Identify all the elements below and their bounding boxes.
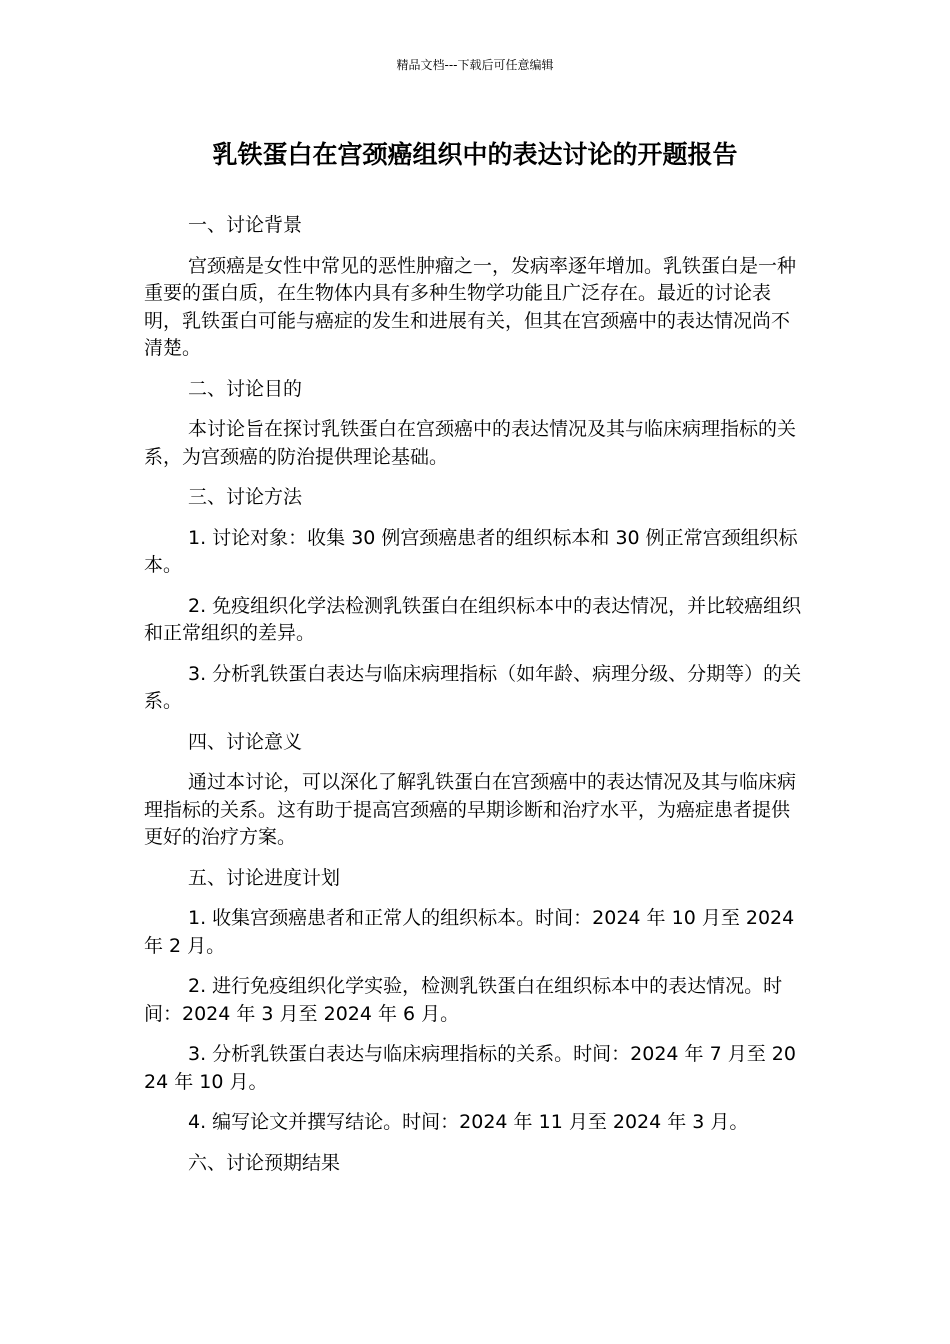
paragraph-method-2: 2. 免疫组织化学法检测乳铁蛋白在组织标本中的表达情况，并比较癌组织和正常组织的差异。 (144, 594, 802, 644)
paragraph-schedule-1: 1. 收集宫颈癌患者和正常人的组织标本。时间：2024 年 10 月至 2024 年 2 月。 (144, 907, 795, 957)
header-note: 精品文档---下载后可任意编辑 (396, 58, 554, 72)
paragraph-schedule-2: 2. 进行免疫组织化学实验，检测乳铁蛋白在组织标本中的表达情况。时间：2024 年 3 月至 2024 年 6 月。 (144, 975, 783, 1025)
paragraph-schedule-3: 3. 分析乳铁蛋白表达与临床病理指标的关系。时间：2024 年 7 月至 2024 年 10 月。 (144, 1043, 796, 1093)
section-heading-methods: 三、讨论方法 (188, 486, 303, 508)
section-heading-expected-results: 六、讨论预期结果 (188, 1151, 341, 1174)
document-title: 乳铁蛋白在宫颈癌组织中的表达讨论的开题报告 (212, 140, 738, 169)
section-heading-significance: 四、讨论意义 (188, 730, 303, 753)
paragraph-method-3: 3. 分析乳铁蛋白表达与临床病理指标（如年龄、病理分级、分期等）的关系。 (144, 662, 802, 712)
paragraph-significance: 通过本讨论，可以深化了解乳铁蛋白在宫颈癌中的表达情况及其与临床病理指标的关系。这有助于提高宫颈癌的早期诊断和治疗水平，为癌症患者提供更好的治疗方案。 (144, 771, 797, 848)
section-heading-schedule: 五、讨论进度计划 (188, 866, 341, 889)
paragraph-schedule-4: 4. 编写论文并撰写结论。时间：2024 年 11 月至 2024 年 3 月。 (188, 1111, 749, 1133)
paragraph-method-1: 1. 讨论对象：收集 30 例宫颈癌患者的组织标本和 30 例正常宫颈组织标本。 (144, 526, 798, 576)
paragraph-background: 宫颈癌是女性中常见的恶性肿瘤之一，发病率逐年增加。乳铁蛋白是一种重要的蛋白质，在生物体内具有多种生物学功能且广泛存在。最近的讨论表明，乳铁蛋白可能与癌症的发生和进展有关，但其在宫颈癌中的表达情况尚不清楚。 (144, 254, 797, 359)
section-heading-purpose: 二、讨论目的 (188, 377, 303, 400)
section-heading-background: 一、讨论背景 (188, 214, 303, 236)
document-body (144, 212, 808, 1190)
paragraph-purpose: 本讨论旨在探讨乳铁蛋白在宫颈癌中的表达情况及其与临床病理指标的关系，为宫颈癌的防治提供理论基础。 (144, 418, 797, 468)
